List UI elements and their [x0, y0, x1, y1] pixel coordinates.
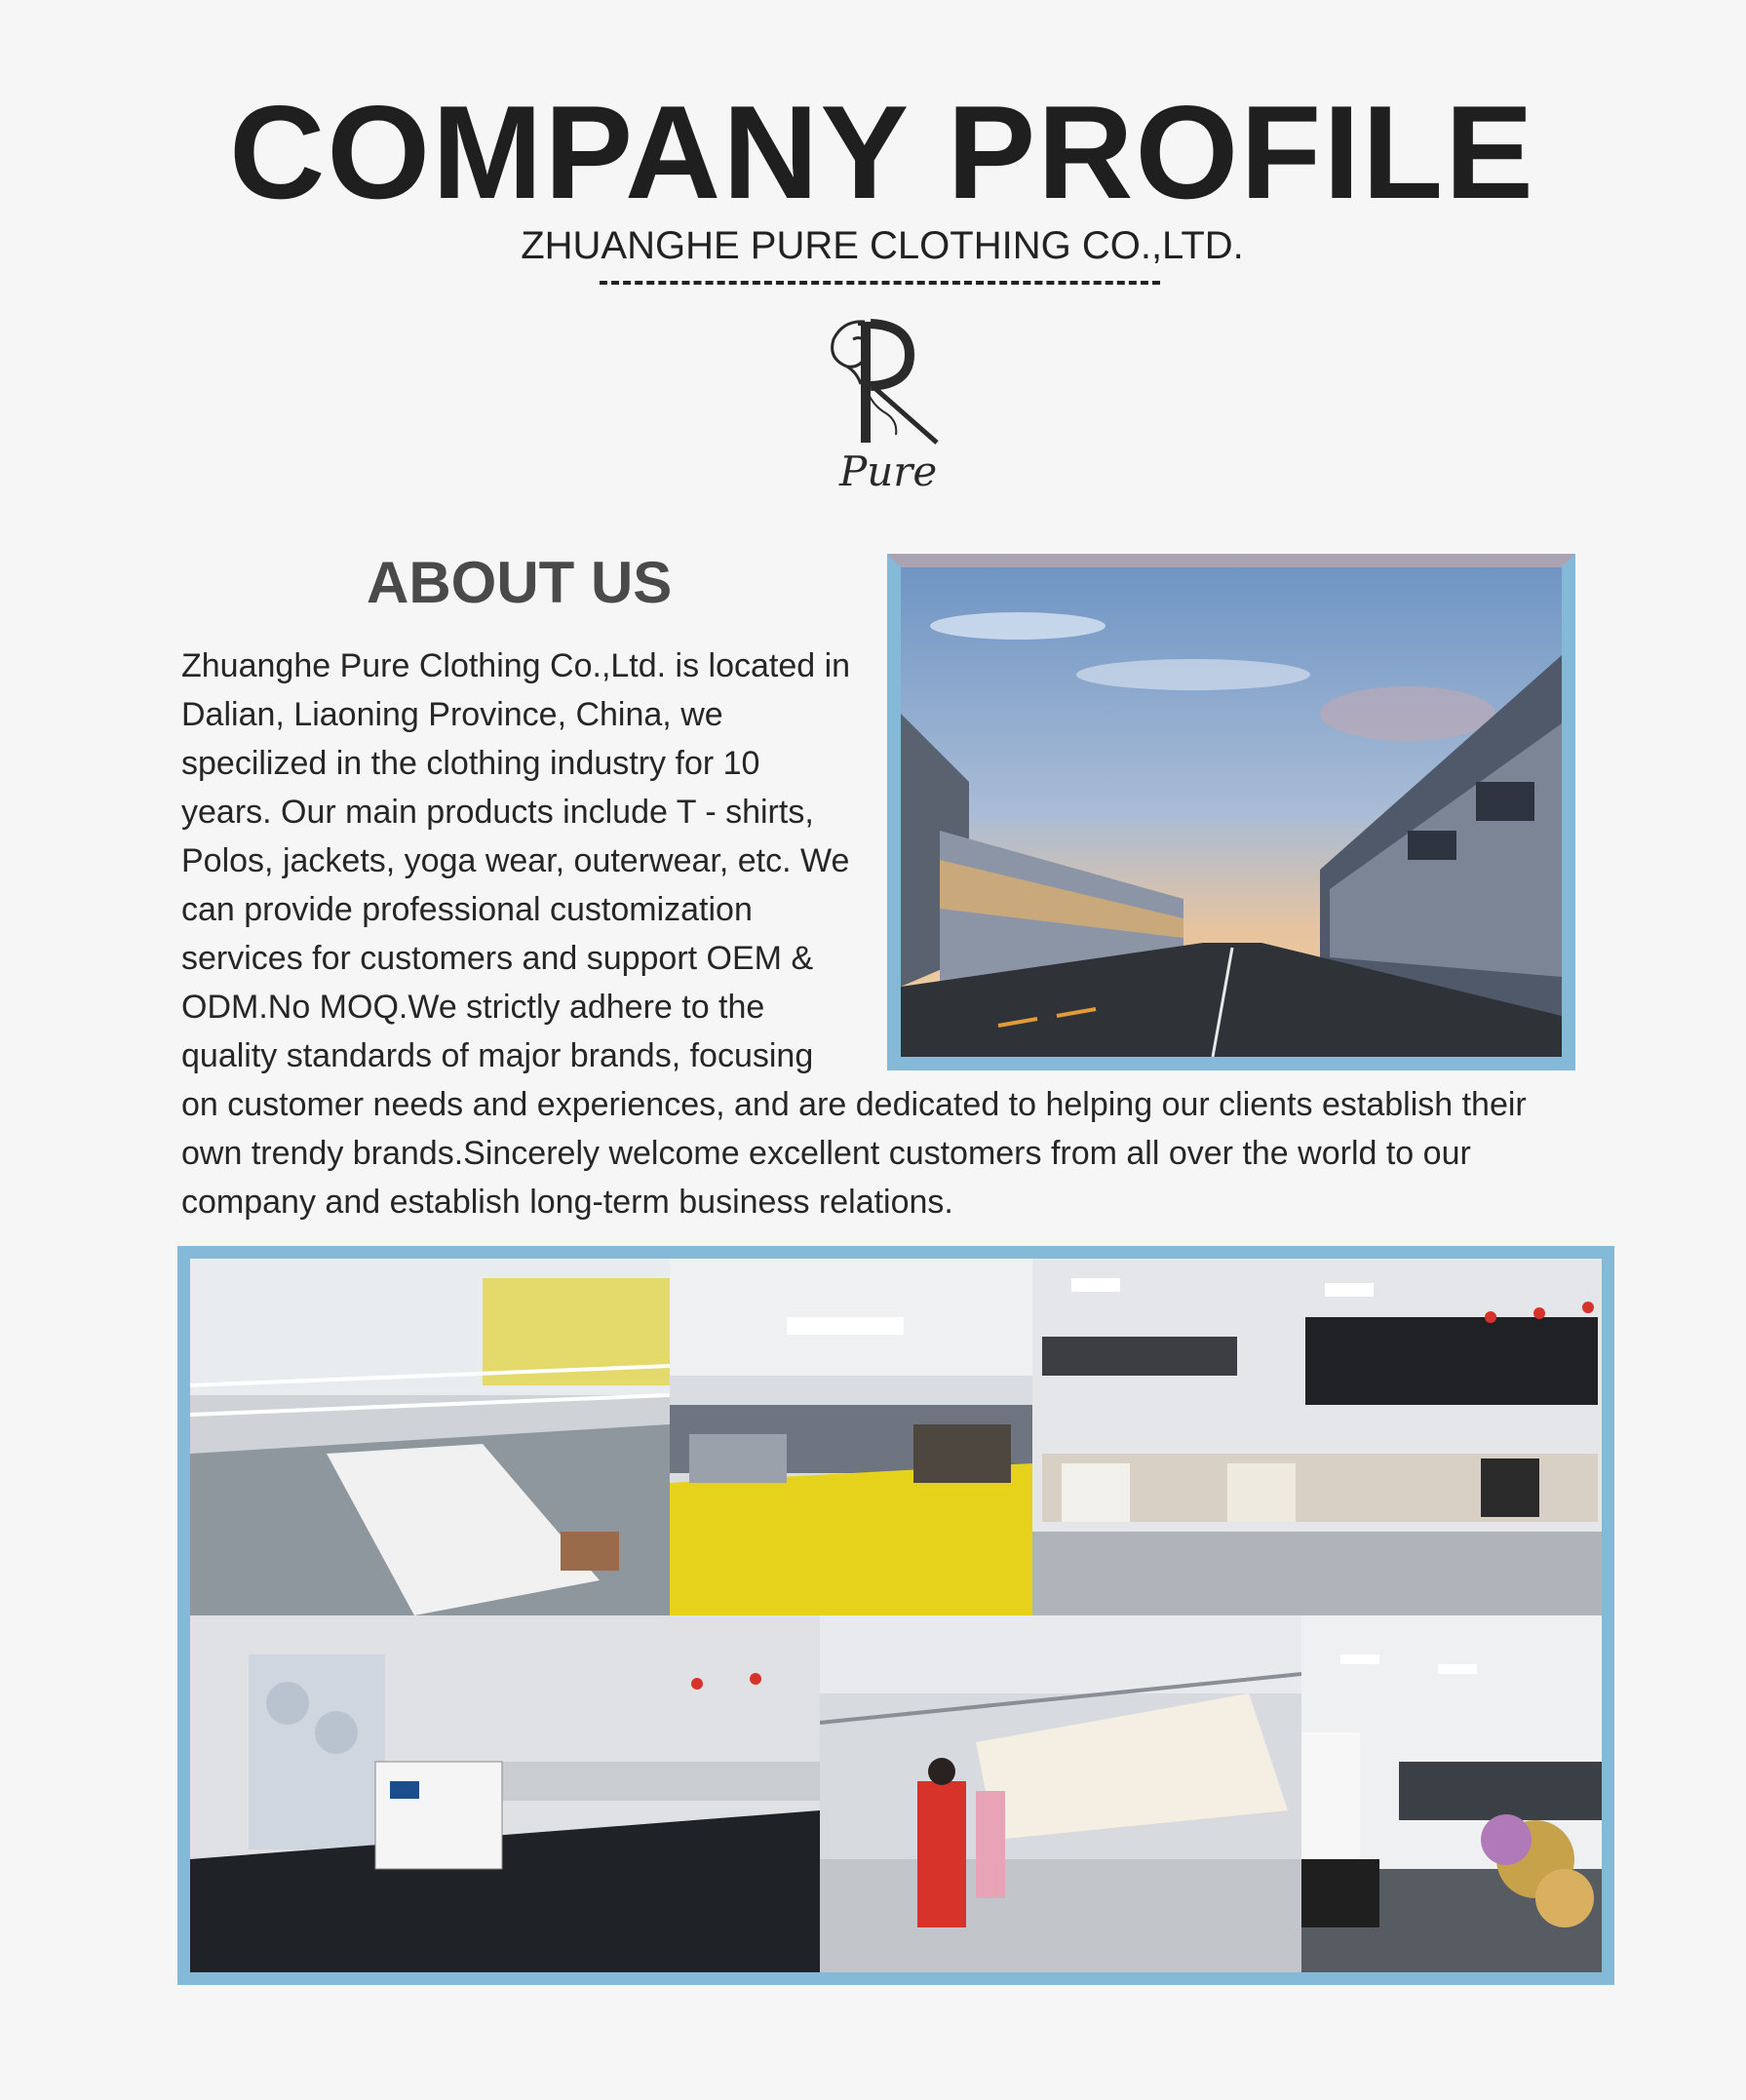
warehouse-photo-1	[1032, 1259, 1602, 1615]
dashed-divider	[600, 281, 1160, 290]
garment-rack-photo	[820, 1615, 1301, 1972]
showroom-photo	[1301, 1615, 1602, 1972]
company-name: ZHUANGHE PURE CLOTHING CO.,LTD.	[521, 224, 1244, 267]
workshop-photo-1	[190, 1259, 670, 1615]
about-paragraph: Zhuanghe Pure Clothing Co.,Ltd. is located in Dalian, Liaoning Province, China, we specilized in the clothing industry for 10 years. Our main products include T - shirts, Polos, jackets, yoga wear, outerwear, etc. We can provide professional customization services for customers and support OEM & ODM.No MOQ.We strictly adhere to the quality standards of major brands, focusing on customer needs and experiences, and are dedicated to helping our clients establish their own trendy brands.Sincerely welcome excellent customers from all over the world to our company and establish long-term business relations.	[181, 647, 1527, 1221]
page-title: COMPANY PROFILE	[229, 78, 1535, 226]
brand-logo	[814, 312, 951, 497]
about-heading: ABOUT US	[367, 550, 673, 615]
logo-mark-icon	[814, 312, 951, 497]
factory-exterior-photo	[887, 554, 1575, 1070]
workshop-photo-2	[670, 1259, 1032, 1615]
factory-photo-gallery	[177, 1246, 1614, 1985]
cutting-machine-photo	[190, 1615, 820, 1972]
about-section	[181, 642, 1575, 1226]
logo-wordmark: Pure	[839, 447, 938, 495]
